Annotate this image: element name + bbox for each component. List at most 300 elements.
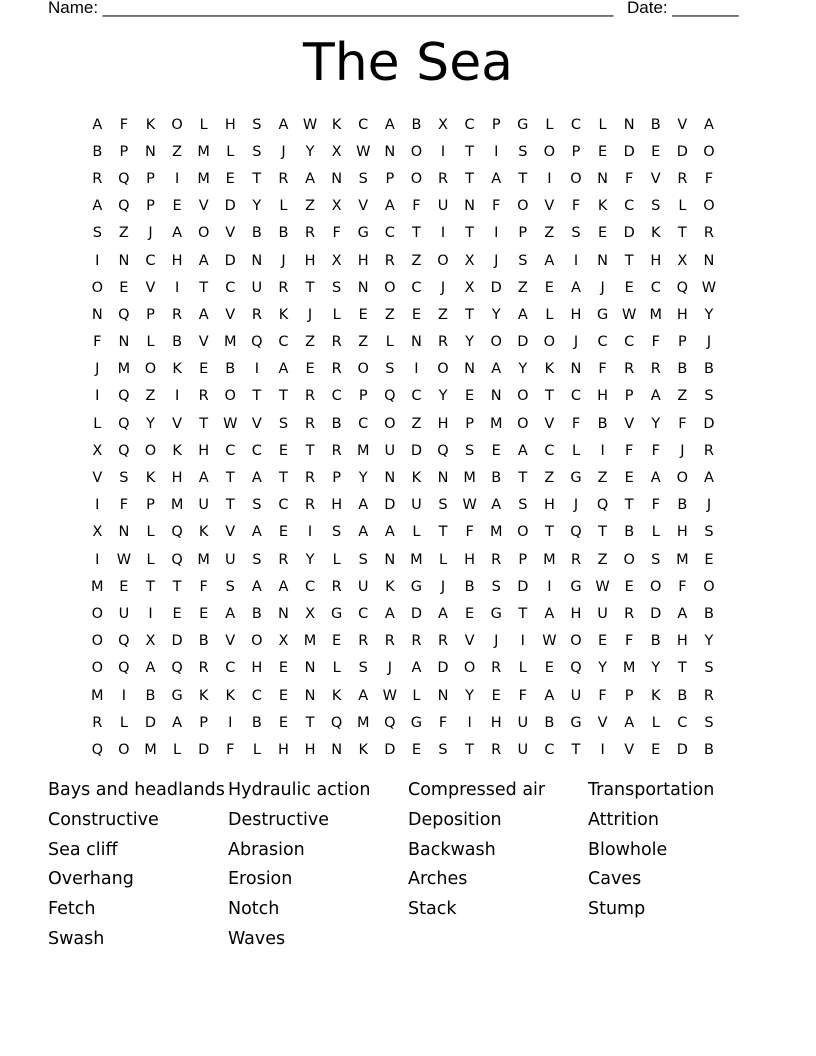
grid-letter: L [545, 116, 554, 133]
grid-letter: R [437, 334, 449, 351]
grid-letter: Z [358, 334, 369, 351]
name-field: Name: ______________________________________________________ [48, 0, 614, 17]
grid-letter: A [305, 170, 315, 187]
grid-letter: S [332, 279, 342, 296]
grid-letter: I [95, 551, 100, 568]
grid-letter: W [701, 279, 717, 296]
grid-letter: B [145, 687, 156, 704]
grid-letter: R [92, 170, 103, 187]
grid-letter: E [651, 143, 661, 160]
grid-letter: S [651, 198, 661, 215]
grid-letter: Y [305, 143, 315, 160]
grid-letter: Z [118, 225, 129, 242]
grid-letter: J [600, 279, 605, 296]
grid-letter: K [172, 442, 182, 459]
grid-letter: F [651, 334, 660, 351]
grid-letter: R [305, 388, 316, 405]
grid-letter: Q [437, 442, 449, 459]
grid-letter: C [331, 388, 342, 405]
grid-letter: G [570, 714, 582, 731]
grid-letter: A [571, 279, 581, 296]
grid-letter: A [650, 470, 661, 487]
word-list-item: Swash [48, 928, 105, 949]
grid-letter: W [223, 415, 238, 432]
grid-letter: U [224, 551, 236, 568]
grid-letter: Q [171, 524, 183, 541]
grid-letter: Q [251, 334, 263, 351]
grid-letter: S [438, 741, 448, 758]
grid-letter: N [597, 170, 608, 187]
grid-letter: A [517, 306, 528, 323]
grid-letter: I [547, 578, 552, 595]
grid-letter: N [464, 198, 476, 215]
word-list-item: Transportation [588, 780, 715, 800]
grid-letter: H [224, 116, 236, 133]
grid-letter: Q [570, 660, 582, 677]
grid-letter: K [385, 578, 395, 595]
grid-letter: C [225, 660, 236, 677]
grid-letter: E [651, 741, 661, 758]
grid-letter: S [252, 551, 262, 568]
grid-letter: H [331, 497, 343, 514]
grid-letter: V [225, 306, 236, 323]
grid-letter: A [145, 660, 156, 677]
grid-letter: A [491, 361, 502, 378]
grid-letter: R [331, 578, 342, 595]
grid-letter: M [91, 687, 104, 704]
word-list-item: Stack [408, 899, 457, 920]
grid-letter: A [677, 605, 688, 622]
grid-letter: O [570, 633, 582, 650]
grid-letter: W [595, 578, 610, 595]
grid-letter: P [518, 225, 528, 242]
grid-letter: I [95, 388, 100, 405]
grid-letter: E [199, 361, 209, 378]
grid-letter: H [357, 252, 369, 269]
grid-letter: K [544, 361, 555, 378]
grid-letter: Y [146, 415, 155, 432]
grid-letter: C [411, 279, 422, 296]
grid-letter: T [544, 524, 554, 541]
grid-letter: T [279, 388, 288, 405]
grid-letter: E [597, 225, 608, 242]
grid-letter: E [597, 633, 608, 650]
grid-letter: P [146, 497, 155, 514]
grid-letter: D [384, 741, 396, 758]
grid-letter: M [410, 551, 423, 568]
grid-letter: S [518, 497, 528, 514]
grid-letter: E [278, 687, 289, 704]
grid-letter: N [437, 687, 449, 704]
grid-letter: C [384, 225, 395, 242]
grid-letter: A [278, 361, 289, 378]
grid-letter: N [384, 143, 396, 160]
grid-letter: I [95, 252, 100, 269]
grid-letter: H [570, 605, 582, 622]
grid-letter: B [597, 415, 608, 432]
grid-letter: M [197, 170, 210, 187]
grid-letter: M [489, 524, 503, 541]
grid-letter: M [224, 334, 237, 351]
grid-letter: M [197, 143, 210, 160]
grid-letter: T [598, 524, 607, 541]
date-field: Date: _______ [627, 0, 739, 17]
grid-letter: R [172, 306, 183, 323]
grid-letter: A [384, 524, 395, 541]
grid-letter: S [385, 361, 395, 378]
grid-letter: M [144, 741, 157, 758]
grid-letter: P [624, 687, 634, 704]
grid-letter: M [356, 442, 370, 459]
grid-letter: A [384, 605, 395, 622]
grid-letter: V [198, 198, 209, 215]
grid-letter: D [703, 415, 715, 432]
grid-letter: I [307, 524, 313, 541]
grid-letter: N [118, 334, 130, 351]
grid-letter: O [91, 660, 103, 677]
grid-letter: W [356, 143, 371, 160]
word-list-item: Deposition [408, 809, 502, 830]
grid-letter: O [144, 361, 157, 378]
grid-letter: W [462, 497, 477, 514]
grid-letter: A [225, 605, 236, 622]
grid-letter: S [704, 524, 714, 541]
grid-letter: F [625, 442, 634, 459]
grid-letter: R [384, 633, 395, 650]
grid-letter: H [676, 306, 688, 323]
grid-letter: F [492, 198, 501, 215]
grid-letter: Q [91, 741, 103, 758]
grid-letter: R [411, 633, 422, 650]
grid-letter: R [491, 660, 502, 677]
grid-letter: E [704, 551, 714, 568]
grid-letter: U [437, 198, 449, 215]
grid-letter: D [410, 442, 422, 459]
grid-letter: V [225, 633, 236, 650]
grid-letter: K [331, 687, 342, 704]
grid-letter: Y [465, 687, 475, 704]
grid-letter: H [251, 660, 263, 677]
grid-letter: O [650, 578, 662, 595]
grid-letter: V [544, 198, 555, 215]
grid-letter: E [624, 279, 634, 296]
grid-letter: D [676, 741, 688, 758]
grid-letter: D [676, 143, 688, 160]
grid-letter: D [224, 198, 236, 215]
grid-letter: Y [438, 388, 448, 405]
grid-letter: S [465, 442, 475, 459]
grid-letter: V [677, 116, 688, 133]
grid-letter: V [172, 415, 183, 432]
grid-letter: H [278, 741, 289, 758]
grid-letter: N [118, 252, 130, 269]
grid-letter: O [91, 279, 103, 296]
grid-letter: Q [118, 633, 130, 650]
grid-letter: L [332, 306, 341, 323]
grid-letter: S [358, 170, 368, 187]
grid-letter: O [517, 415, 529, 432]
grid-letter: M [91, 578, 104, 595]
grid-letter: E [465, 605, 475, 622]
grid-letter: B [251, 605, 262, 622]
grid-letter: L [173, 741, 182, 758]
grid-letter: R [358, 633, 369, 650]
grid-letter: G [570, 470, 582, 487]
grid-letter: I [414, 361, 419, 378]
grid-letter: L [279, 198, 288, 215]
grid-letter: R [305, 470, 316, 487]
grid-letter: Z [597, 551, 608, 568]
grid-letter: W [302, 116, 318, 133]
grid-letter: C [225, 279, 236, 296]
grid-letter: T [252, 170, 262, 187]
grid-letter: F [704, 170, 714, 187]
grid-letter: B [703, 741, 714, 758]
grid-letter: N [278, 605, 289, 622]
grid-letter: D [623, 225, 635, 242]
grid-letter: E [225, 170, 235, 187]
grid-letter: I [174, 170, 180, 187]
grid-letter: C [677, 714, 688, 731]
grid-letter: S [704, 388, 714, 405]
grid-letter: X [278, 633, 289, 650]
grid-letter: R [703, 442, 714, 459]
grid-letter: W [622, 306, 637, 323]
grid-letter: B [677, 361, 688, 378]
grid-letter: R [331, 442, 342, 459]
grid-letter: Z [305, 198, 316, 215]
grid-letter: I [148, 605, 153, 622]
grid-letter: X [331, 143, 342, 160]
grid-letter: F [598, 361, 607, 378]
grid-letter: S [252, 116, 262, 133]
grid-letter: B [650, 633, 661, 650]
word-list-item: Overhang [48, 869, 134, 890]
grid-letter: R [624, 361, 635, 378]
grid-letter: T [624, 252, 634, 269]
grid-letter: L [385, 334, 394, 351]
grid-letter: J [573, 497, 579, 514]
grid-letter: U [597, 605, 608, 622]
grid-letter: R [703, 687, 714, 704]
grid-letter: Z [411, 252, 422, 269]
grid-letter: L [146, 334, 155, 351]
grid-letter: I [174, 279, 180, 296]
grid-letter: O [490, 334, 502, 351]
grid-letter: E [278, 524, 289, 541]
grid-letter: D [650, 605, 662, 622]
grid-letter: W [116, 551, 132, 568]
grid-letter: M [356, 714, 370, 731]
grid-letter: L [199, 116, 208, 133]
grid-letter: R [331, 334, 342, 351]
grid-letter: O [703, 198, 715, 215]
grid-letter: U [198, 497, 209, 514]
grid-letter: Y [598, 660, 607, 677]
grid-letter: T [225, 497, 235, 514]
grid-letter: T [252, 388, 262, 405]
grid-letter: H [171, 470, 183, 487]
grid-letter: Q [118, 442, 130, 459]
grid-letter: R [437, 170, 449, 187]
grid-letter: S [252, 143, 262, 160]
grid-letter: O [543, 143, 556, 160]
grid-letter: T [279, 470, 288, 487]
grid-letter: U [118, 605, 130, 622]
grid-letter: E [358, 306, 368, 323]
grid-letter: I [520, 633, 525, 650]
grid-letter: D [224, 252, 236, 269]
grid-letter: E [465, 388, 475, 405]
grid-letter: Y [305, 551, 315, 568]
grid-letter: O [703, 143, 715, 160]
grid-letter: M [170, 497, 184, 514]
grid-letter: T [465, 741, 475, 758]
grid-letter: T [146, 578, 155, 595]
grid-letter: Q [118, 198, 130, 215]
grid-letter: I [174, 388, 180, 405]
grid-letter: F [571, 198, 581, 215]
grid-letter: X [145, 633, 156, 650]
grid-letter: U [517, 714, 529, 731]
grid-letter: P [465, 415, 474, 432]
grid-letter: A [251, 578, 262, 595]
grid-letter: J [706, 497, 712, 514]
grid-letter: F [625, 633, 634, 650]
grid-letter: P [119, 143, 129, 160]
grid-letter: D [517, 334, 529, 351]
grid-letter: A [544, 252, 555, 269]
grid-letter: R [703, 225, 714, 242]
grid-letter: P [146, 198, 155, 215]
grid-letter: F [625, 170, 634, 187]
grid-letter: L [146, 551, 155, 568]
grid-letter: S [225, 578, 235, 595]
grid-letter: H [676, 524, 688, 541]
grid-letter: K [597, 198, 608, 215]
grid-letter: J [680, 442, 685, 459]
grid-letter: K [198, 524, 209, 541]
grid-letter: V [464, 633, 475, 650]
grid-letter: Z [544, 225, 555, 242]
grid-letter: E [305, 361, 315, 378]
grid-letter: J [148, 225, 153, 242]
grid-letter: B [92, 143, 103, 160]
grid-letter: A [172, 714, 183, 731]
grid-letter: N [118, 524, 130, 541]
grid-letter: A [198, 306, 209, 323]
grid-letter: C [570, 388, 582, 405]
grid-letter: M [676, 551, 689, 568]
grid-letter: Q [118, 415, 130, 432]
grid-letter: N [145, 143, 156, 160]
grid-letter: T [518, 170, 528, 187]
grid-letter: S [358, 551, 368, 568]
grid-letter: E [491, 442, 501, 459]
grid-letter: B [677, 497, 688, 514]
grid-letter: D [490, 279, 502, 296]
grid-letter: T [518, 605, 528, 622]
grid-letter: Z [305, 334, 316, 351]
grid-letter: I [254, 361, 259, 378]
grid-letter: B [251, 225, 262, 242]
grid-letter: R [278, 551, 289, 568]
grid-letter: L [545, 306, 554, 323]
grid-letter: H [304, 252, 316, 269]
grid-letter: R [198, 660, 209, 677]
grid-letter: O [437, 252, 449, 269]
grid-letter: H [676, 633, 688, 650]
grid-letter: E [278, 714, 289, 731]
grid-letter: B [198, 633, 209, 650]
grid-letter: O [197, 225, 210, 242]
grid-letter: G [410, 714, 423, 731]
grid-letter: O [570, 170, 582, 187]
grid-letter: H [437, 415, 449, 432]
grid-letter: S [518, 252, 528, 269]
word-list-item: Destructive [228, 809, 329, 830]
grid-letter: R [305, 497, 316, 514]
grid-letter: G [171, 687, 183, 704]
grid-letter: R [278, 170, 289, 187]
grid-letter: G [517, 116, 529, 133]
word-list-item: Constructive [48, 809, 159, 830]
grid-letter: I [573, 252, 579, 269]
grid-letter: D [517, 578, 529, 595]
grid-letter: U [251, 279, 263, 296]
grid-letter: E [597, 143, 608, 160]
grid-letter: F [119, 497, 129, 514]
grid-letter: P [571, 143, 581, 160]
grid-letter: Y [518, 361, 528, 378]
grid-letter: R [624, 605, 635, 622]
grid-letter: R [491, 551, 502, 568]
grid-letter: Q [118, 660, 130, 677]
grid-letter: T [225, 470, 235, 487]
grid-letter: T [438, 524, 448, 541]
grid-letter: Y [651, 415, 661, 432]
grid-letter: J [281, 252, 286, 269]
grid-letter: R [305, 415, 316, 432]
grid-letter: O [437, 361, 449, 378]
grid-letter: I [467, 714, 472, 731]
grid-letter: O [410, 143, 423, 160]
grid-letter: T [465, 225, 475, 242]
grid-letter: L [412, 687, 421, 704]
grid-letter: A [491, 497, 502, 514]
grid-letter: F [678, 578, 687, 595]
grid-letter: O [384, 279, 396, 296]
grid-letter: O [224, 388, 236, 405]
grid-letter: V [251, 415, 262, 432]
grid-letter: N [570, 361, 582, 378]
word-list-item: Abrasion [228, 839, 305, 860]
grid-letter: V [92, 470, 103, 487]
grid-letter: S [332, 524, 342, 541]
word-list-item: Waves [228, 928, 286, 949]
grid-letter: K [172, 361, 182, 378]
grid-letter: A [92, 198, 103, 215]
grid-letter: O [463, 660, 476, 677]
grid-letter: T [677, 225, 687, 242]
grid-letter: W [382, 687, 397, 704]
grid-letter: C [624, 198, 635, 215]
grid-letter: X [464, 252, 475, 269]
grid-letter: K [358, 741, 368, 758]
grid-letter: R [305, 225, 316, 242]
grid-letter: I [600, 442, 605, 459]
grid-letter: A [172, 225, 183, 242]
